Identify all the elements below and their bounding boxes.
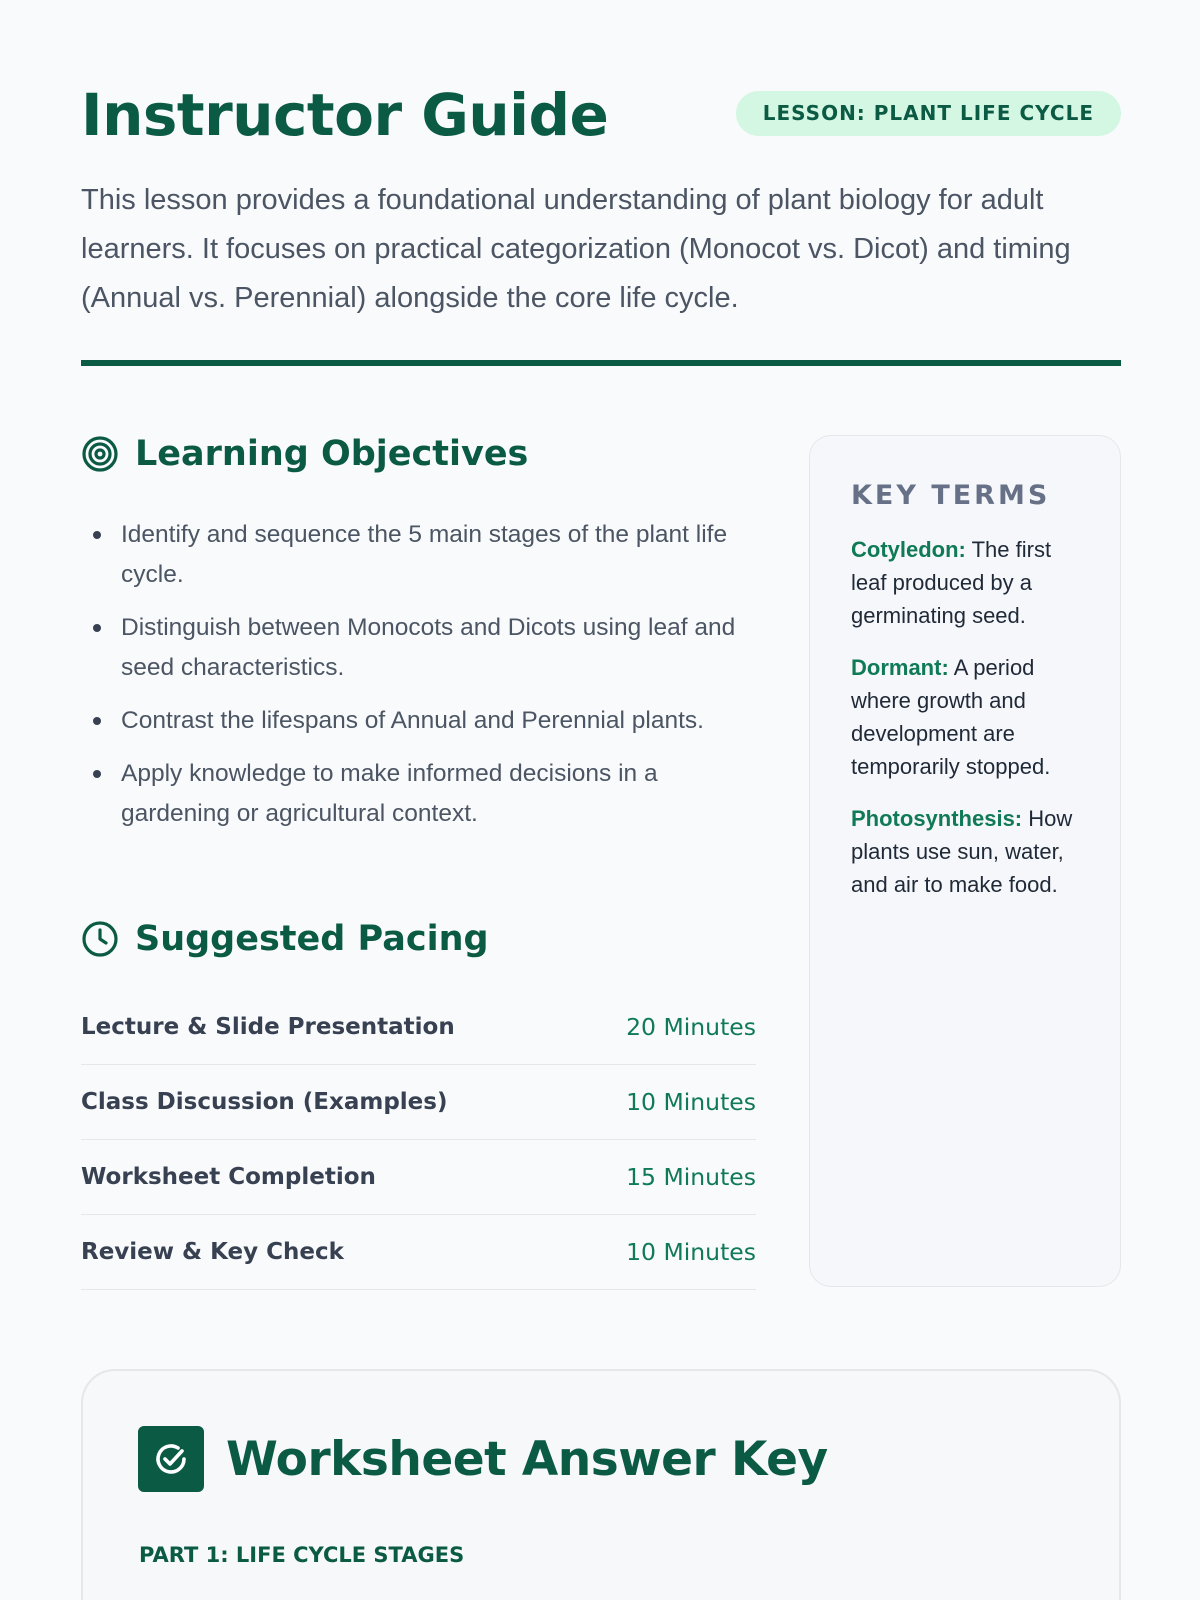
- target-icon: [81, 435, 119, 473]
- bullet: [93, 717, 101, 725]
- term-name: Photosynthesis:: [851, 806, 1023, 831]
- bullet: [93, 624, 101, 632]
- activity-name: Lecture & Slide Presentation: [81, 1014, 455, 1040]
- part-label: PART 1: LIFE CYCLE STAGES: [139, 1543, 465, 1567]
- objective-text: Apply knowledge to make informed decisions in a gardening or agricultural context.: [121, 760, 658, 827]
- key-terms-title: KEY TERMS: [851, 480, 1051, 511]
- pacing-heading: [81, 917, 489, 961]
- activity-name: Review & Key Check: [81, 1239, 344, 1265]
- objective-text: Identify and sequence the 5 main stages of the plant life cycle.: [121, 521, 728, 588]
- objectives-title: Learning Objectives: [135, 434, 529, 474]
- answer-key-title: Worksheet Answer Key: [226, 1431, 828, 1487]
- clock-icon: [81, 920, 119, 958]
- page-title: Instructor Guide: [81, 81, 609, 149]
- bullet: [93, 770, 101, 778]
- list-item: [81, 701, 761, 741]
- objective-text: Contrast the lifespans of Annual and Perennial plants.: [121, 707, 704, 734]
- table-row: [81, 1215, 756, 1290]
- answer-key-heading: [138, 1426, 828, 1492]
- activity-name: Worksheet Completion: [81, 1164, 376, 1190]
- list-item: [81, 515, 761, 595]
- term-name: Dormant:: [851, 655, 949, 680]
- bullet: [93, 531, 101, 539]
- term-name: Cotyledon:: [851, 537, 966, 562]
- objective-text: Distinguish between Monocots and Dicots using leaf and seed characteristics.: [121, 614, 736, 681]
- answer-key-card: [81, 1369, 1121, 1600]
- term-definition: The first leaf produced by a germinating seed.: [851, 537, 1052, 628]
- activity-name: Class Discussion (Examples): [81, 1089, 448, 1115]
- activity-duration: 10 Minutes: [626, 1238, 756, 1266]
- key-term: [851, 533, 1080, 632]
- lesson-badge: LESSON: PLANT LIFE CYCLE: [736, 91, 1121, 136]
- activity-duration: 20 Minutes: [626, 1013, 756, 1041]
- table-row: [81, 1065, 756, 1140]
- objectives-list: [81, 515, 761, 847]
- instructor-guide-page: [81, 0, 1121, 1600]
- header-divider: [81, 360, 1121, 366]
- pacing-table: [81, 990, 756, 1290]
- list-item: [81, 754, 761, 834]
- list-item: [81, 608, 761, 688]
- table-row: [81, 1140, 756, 1215]
- activity-duration: 10 Minutes: [626, 1088, 756, 1116]
- lesson-intro: This lesson provides a foundational understanding of plant biology for adult learners. It focuses on practical categorization (Monocot vs. Dicot) and timing (Annual vs. Perennial) alongside the core life cycle.: [81, 184, 1071, 314]
- key-term: [851, 802, 1080, 901]
- key-term: [851, 651, 1080, 783]
- activity-duration: 15 Minutes: [626, 1163, 756, 1191]
- term-definition: How plants use sun, water, and air to make food.: [851, 806, 1073, 897]
- table-row: [81, 990, 756, 1065]
- check-circle-icon: [138, 1426, 204, 1492]
- objectives-heading: [81, 432, 528, 476]
- key-terms-panel: [809, 435, 1121, 1287]
- term-definition: A period where growth and development are temporarily stopped.: [851, 655, 1051, 779]
- pacing-title: Suggested Pacing: [135, 919, 489, 959]
